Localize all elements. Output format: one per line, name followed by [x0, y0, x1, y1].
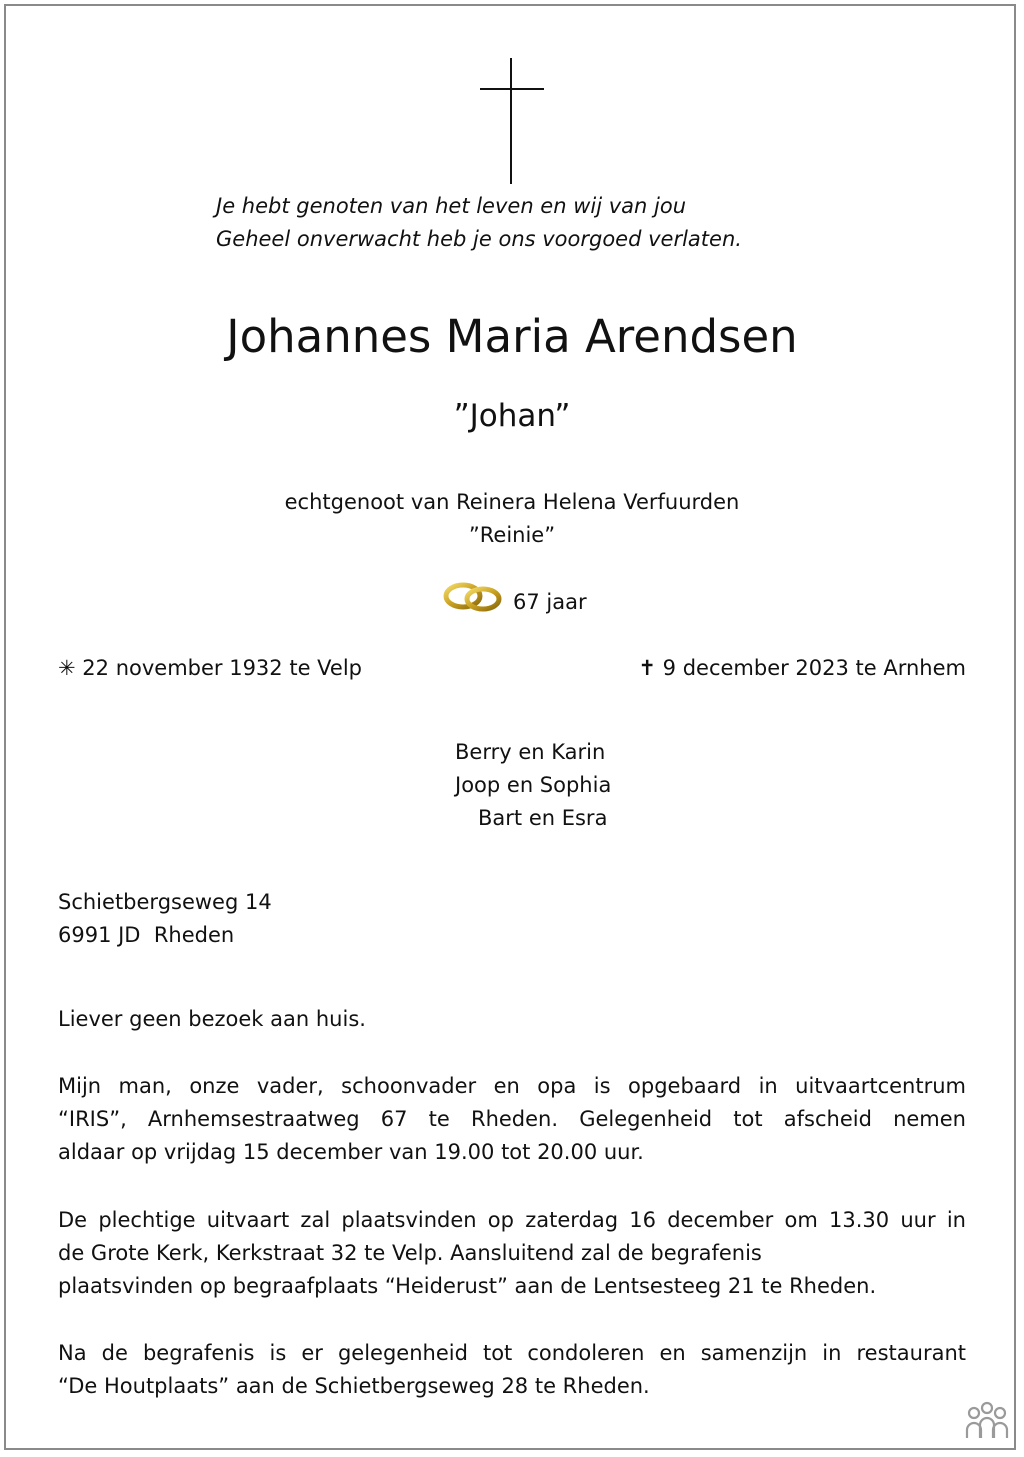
death-text: 9 december 2023 te Arnhem	[662, 656, 966, 680]
death-date	[638, 656, 966, 680]
address-city: 6991 JD Rheden	[58, 923, 235, 947]
no-visit-note: Liever geen bezoek aan huis.	[58, 1007, 366, 1031]
family-member: Bart en Esra	[478, 806, 608, 830]
paragraph-line: de Grote Kerk, Kerkstraat 32 te Velp. Aansluitend zal de begrafenis	[58, 1241, 762, 1265]
people-group-logo-icon	[962, 1400, 1012, 1444]
years-married: 67 jaar	[513, 590, 587, 614]
birth-date	[58, 656, 362, 680]
deceased-name: Johannes Maria Arendsen	[226, 310, 798, 363]
paragraph-line: Na de begrafenis is er gelegenheid tot condoleren en samenzijn in restaurant	[58, 1341, 966, 1365]
laid-out-paragraph	[58, 1070, 966, 1169]
deceased-nickname: ”Johan”	[453, 398, 571, 434]
wedding-rings-icon	[442, 580, 504, 614]
spouse-nickname: ”Reinie”	[468, 523, 556, 547]
paragraph-line: De plechtige uitvaart zal plaatsvinden op zaterdag 16 december om 13.30 uur in	[58, 1208, 966, 1232]
paragraph-line: Mijn man, onze vader, schoonvader en opa is opgebaard in uitvaartcentrum	[58, 1074, 966, 1098]
verse-line-2: Geheel onverwacht heb je ons voorgoed verlaten.	[216, 227, 742, 251]
funeral-paragraph	[58, 1204, 966, 1303]
family-member: Berry en Karin	[455, 740, 606, 764]
death-cross-icon: ✝	[638, 656, 656, 680]
spouse-line: echtgenoot van Reinera Helena Verfuurden	[284, 490, 740, 514]
paragraph-line: “De Houtplaats” aan de Schietbergseweg 28 te Rheden.	[58, 1374, 650, 1398]
paragraph-line: plaatsvinden op begraafplaats “Heiderust” aan de Lentsesteeg 21 te Rheden.	[58, 1274, 877, 1298]
paragraph-line: aldaar op vrijdag 15 december van 19.00 tot 20.00 uur.	[58, 1140, 644, 1164]
condolence-paragraph	[58, 1337, 966, 1403]
verse-line-1: Je hebt genoten van het leven en wij van jou	[216, 194, 687, 218]
birth-star-icon: ✳	[58, 656, 76, 680]
birth-text: 22 november 1932 te Velp	[82, 656, 362, 680]
family-member: Joop en Sophia	[455, 773, 612, 797]
address-street: Schietbergseweg 14	[58, 890, 272, 914]
paragraph-line: “IRIS”, Arnhemsestraatweg 67 te Rheden. Gelegenheid tot afscheid nemen	[58, 1107, 966, 1131]
